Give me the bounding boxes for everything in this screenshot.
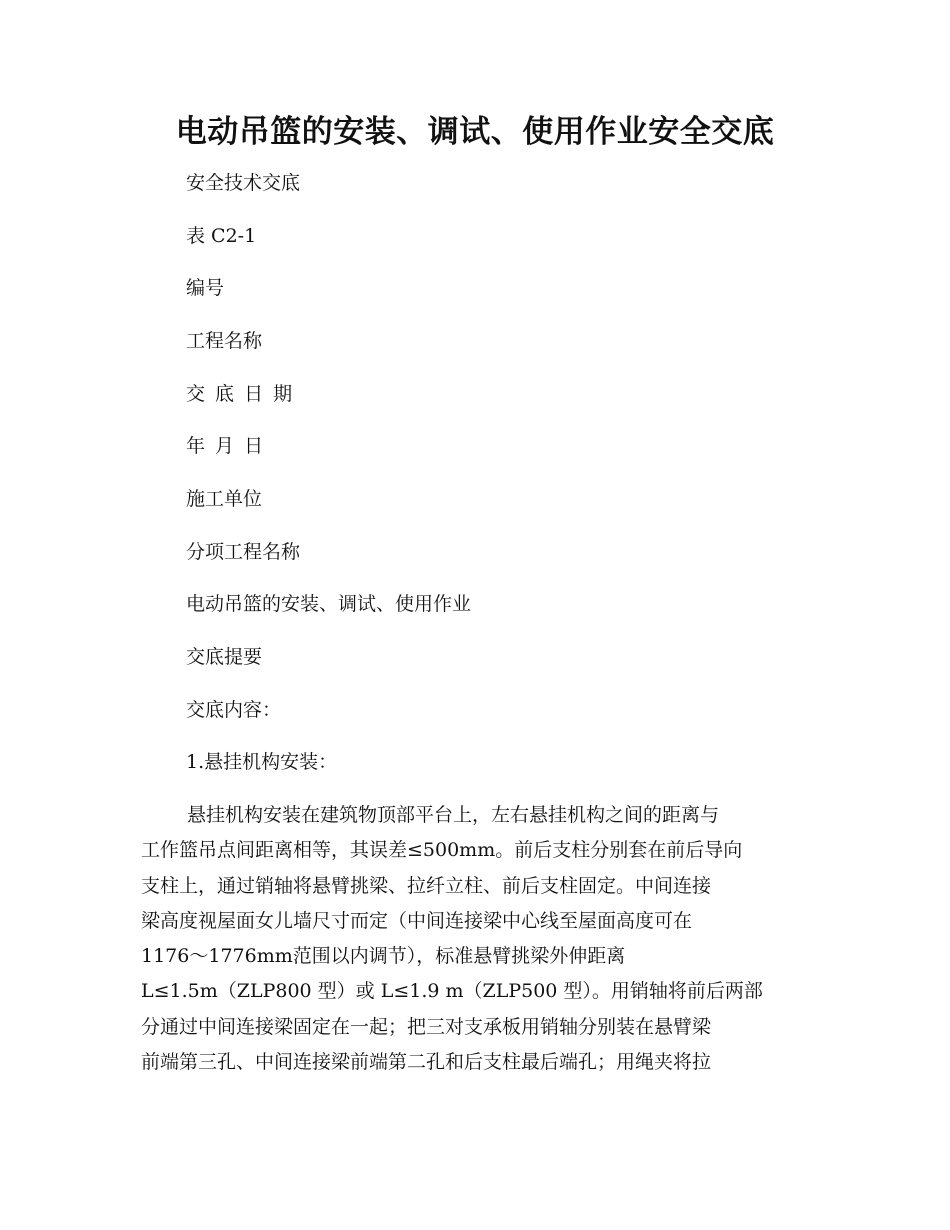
header-line-serial: 编号 [186,277,225,299]
header-line-disclosure-date: 交 底 日 期 [186,383,293,405]
paragraph-line: 梁高度视屋面女儿墙尺寸而定（中间连接梁中心线至屋面高度可在 [141,909,693,932]
paragraph-line: 工作篮吊点间距离相等，其误差≤500mm。前后支柱分别套在前后导向 [141,839,743,862]
paragraph-line: 1176～1776mm范围以内调节），标准悬臂挑梁外伸距离 [141,945,626,968]
header-line-safety-disclosure: 安全技术交底 [186,172,301,194]
header-line-project-name: 工程名称 [186,330,263,352]
body-paragraph [141,798,809,1080]
header-line-year-month-day: 年 月 日 [186,435,264,457]
header-line-sub-project-value: 电动吊篮的安装、调试、使用作业 [186,593,472,615]
paragraph-line: 悬挂机构安装在建筑物顶部平台上，左右悬挂机构之间的距离与 [187,804,720,826]
header-line-content-label: 交底内容： [186,699,282,721]
document-title: 电动吊篮的安装、调试、使用作业安全交底 [175,114,775,150]
header-line-construction-unit: 施工单位 [186,488,263,510]
paragraph-line: 支柱上，通过销轴将悬臂挑梁、拉纤立柱、前后支柱固定。中间连接 [141,874,712,897]
header-line-form-number: 表 C2-1 [186,225,257,247]
paragraph-line: 前端第三孔、中间连接梁前端第二孔和后支柱最后端孔；用绳夹将拉 [141,1051,712,1074]
paragraph-line: 分通过中间连接梁固定在一起；把三对支承板用销轴分别装在悬臂梁 [141,1015,712,1038]
header-line-sub-project-name: 分项工程名称 [186,541,301,563]
header-line-summary: 交底提要 [186,646,263,668]
section-heading-suspension-install: 1.悬挂机构安装： [186,751,338,773]
paragraph-line: L≤1.5m（ZLP800 型）或 L≤1.9 m（ZLP500 型）。用销轴将前后两部 [141,980,763,1003]
